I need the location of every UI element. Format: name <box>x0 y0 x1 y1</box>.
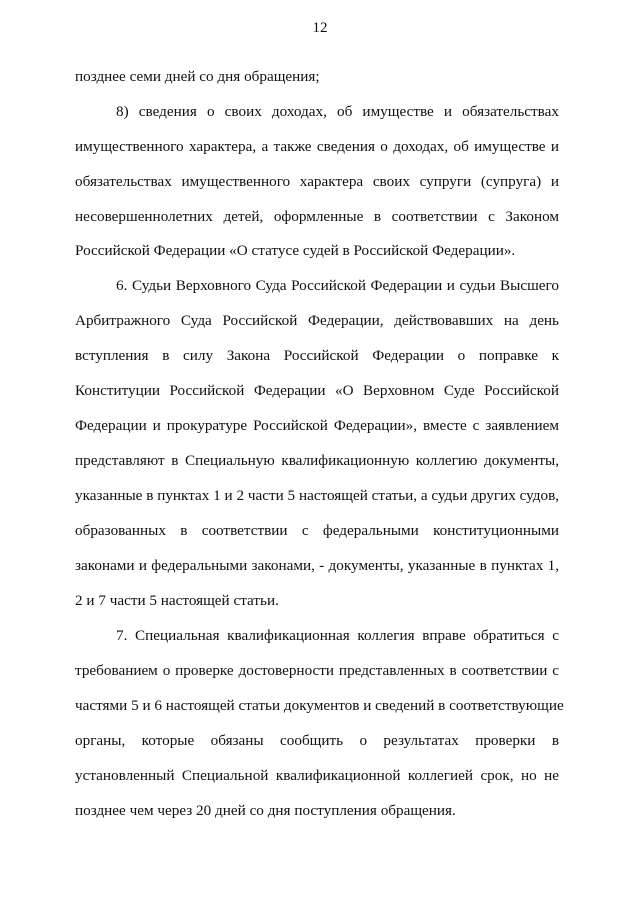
text-line: Конституции Российской Федерации «О Верховном Суде Российской <box>75 382 559 399</box>
text-line: органы, которые обязаны сообщить о результатах проверки в <box>75 732 559 749</box>
text-line: законами и федеральными законами, - документы, указанные в пунктах 1, <box>75 557 559 574</box>
text-line: позднее чем через 20 дней со дня поступления обращения. <box>75 802 456 819</box>
text-line: указанные в пунктах 1 и 2 части 5 настоящей статьи, а судьи других судов, <box>75 487 560 504</box>
text-line: представляют в Специальную квалификационную коллегию документы, <box>75 452 559 469</box>
text-line: вступления в силу Закона Российской Федерации о поправке к <box>75 347 559 364</box>
text-line: частями 5 и 6 настоящей статьи документов и сведений в соответствующие <box>75 697 564 714</box>
text-line: обязательствах имущественного характера своих супруги (супруга) и <box>75 173 559 190</box>
page-number: 12 <box>312 20 328 36</box>
text-line: Арбитражного Суда Российской Федерации, действовавших на день <box>75 312 559 329</box>
text-line: позднее семи дней со дня обращения; <box>75 68 320 85</box>
text-line: 2 и 7 части 5 настоящей статьи. <box>75 592 279 609</box>
text-line: 7. Специальная квалификационная коллегия вправе обратиться с <box>116 627 559 644</box>
text-line: Федерации и прокуратуре Российской Федерации», вместе с заявлением <box>75 417 559 434</box>
text-line: несовершеннолетних детей, оформленные в соответствии с Законом <box>75 208 559 225</box>
text-line: требованием о проверке достоверности представленных в соответствии с <box>75 662 559 679</box>
text-line: образованных в соответствии с федеральными конституционными <box>75 522 559 539</box>
text-line: Российской Федерации «О статусе судей в Российской Федерации». <box>75 242 516 259</box>
text-line: 6. Судьи Верховного Суда Российской Федерации и судьи Высшего <box>116 277 559 294</box>
text-line: установленный Специальной квалификационной коллегией срок, но не <box>75 767 559 784</box>
text-line: имущественного характера, а также сведения о доходах, об имуществе и <box>75 138 559 155</box>
text-line: 8) сведения о своих доходах, об имуществе и обязательствах <box>116 103 559 120</box>
